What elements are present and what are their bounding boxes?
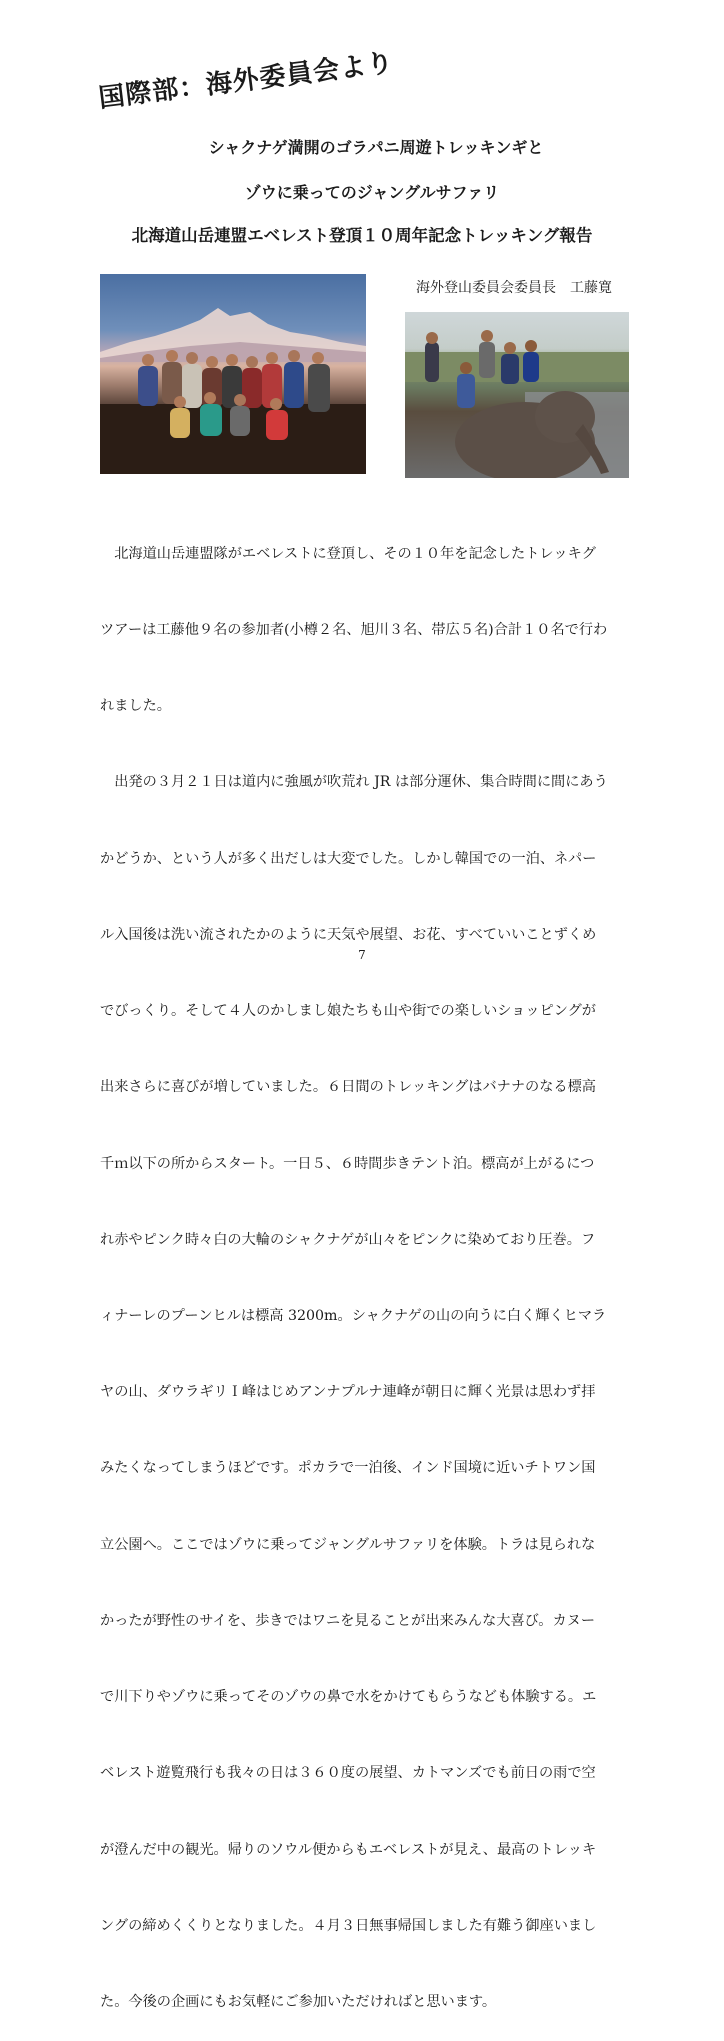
title-line-2: ゾウに乗ってのジャングルサファリ (244, 183, 500, 202)
body-line: た。今後の企画にもお気軽にご参加いただければと思います。 (100, 1993, 497, 2010)
title-line-3: 北海道山岳連盟エベレスト登頂１０周年記念トレッキング報告 (131, 226, 593, 245)
body-line: ル入国後は洗い流されたかのように天気や展望、お花、すべていいことずくめ (100, 926, 597, 943)
section-heading: 国際部：海外委員会より (97, 47, 396, 114)
body-line: ヤの山、ダウラギリＩ峰はじめアンナプルナ連峰が朝日に輝く光景は思わず拝 (100, 1384, 596, 1401)
article-body (100, 491, 630, 2041)
people-group (100, 344, 366, 474)
group-sunrise-photo (100, 274, 366, 474)
body-line: かったが野性のサイを、歩きではワニを見ることが出来みんな大喜び。カヌー (100, 1612, 596, 1629)
body-line: みたくなってしまうほどです。ポカラで一泊後、インド国境に近いチトワン国 (100, 1460, 596, 1477)
page-number: 7 (358, 948, 366, 962)
body-line: かどうか、という人が多く出だしは大変でした。しかし韓国での一泊、ネパー (100, 850, 597, 867)
title-line-1: シャクナゲ満開のゴラパニ周遊トレッキンギと (208, 138, 544, 157)
elephant-safari-photo (405, 312, 629, 478)
body-line: れました。 (100, 698, 171, 715)
elephant-scene (405, 312, 629, 478)
author-line: 海外登山委員会委員長 工藤寛 (416, 280, 612, 296)
body-line: 出発の３月２１日は道内に強風が吹荒れ JR は部分運休、集合時間に間にあう (100, 774, 608, 791)
body-line: ベレスト遊覧飛行も我々の日は３６０度の展望、カトマンズでも前日の雨で空 (100, 1765, 596, 1782)
body-line: 千ｍ以下の所からスタート。一日５、６時間歩きテント泊。標高が上がるにつ (100, 1155, 595, 1172)
body-line: 北海道山岳連盟隊がエベレストに登頂し、その１０年を記念したトレッキグ (100, 545, 596, 562)
body-line: が澄んだ中の観光。帰りのソウル便からもエベレストが見え、最高のトレッキ (100, 1841, 597, 1858)
body-line: でびっくり。そして４人のかしまし娘たちも山や街での楽しいショッピングが (100, 1003, 596, 1020)
body-line: で川下りやゾウに乗ってそのゾウの鼻で水をかけてもらうなども体験する。エ (100, 1689, 597, 1706)
body-line: 立公園へ。ここではゾウに乗ってジャングルサファリを体験。トラは見られな (100, 1536, 596, 1553)
body-line: 出来さらに喜びが増していました。６日間のトレッキングはバナナのなる標高 (100, 1079, 596, 1096)
body-line: ツアーは工藤他９名の参加者(小樽２名、旭川３名、帯広５名)合計１０名で行わ (100, 622, 608, 639)
body-line: ィナーレのプーンヒルは標高 3200m。シャクナゲの山の向うに白く輝くヒマラ (100, 1308, 607, 1324)
body-line: ングの締めくくりとなりました。４月３日無事帰国しました有難う御座いまし (100, 1917, 597, 1934)
body-line: れ赤やピンク時々白の大輪のシャクナゲが山々をピンクに染めており圧巻。フ (100, 1231, 596, 1248)
